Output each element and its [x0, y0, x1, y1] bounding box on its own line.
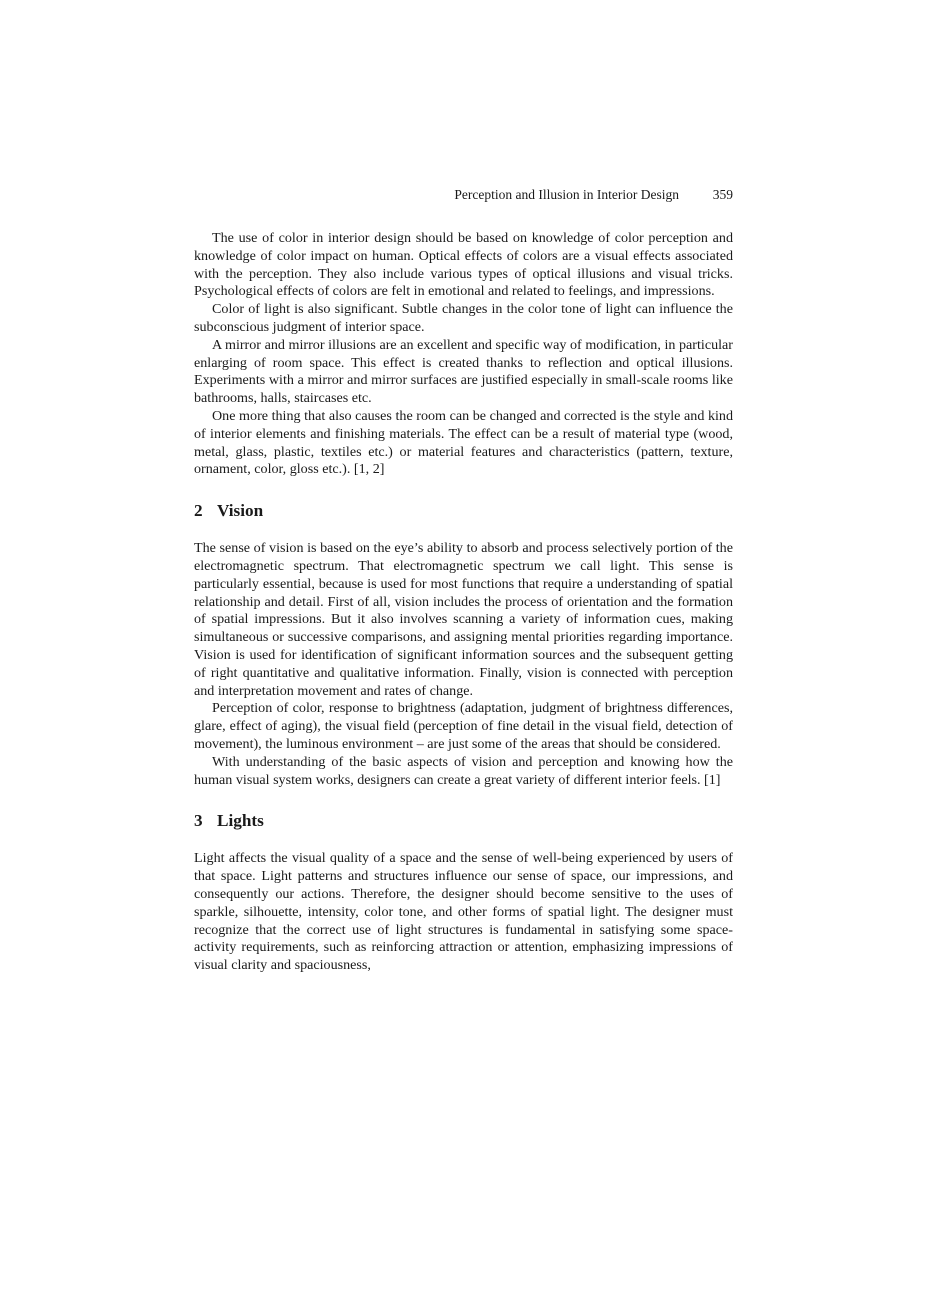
intro-paragraph: Color of light is also significant. Subtle changes in the color tone of light can influence the subconscious judgment of interior space.	[194, 301, 733, 335]
intro-paragraph: A mirror and mirror illusions are an excellent and specific way of modification, in particular enlarging of room space. This effect is created thanks to reflection and optical illusions. Experiments with a mirror and mirror surfaces are justified especially in small-scale rooms like bathrooms, halls, staircases etc.	[194, 336, 733, 407]
section-number: 2	[194, 501, 203, 521]
section-heading-lights	[194, 810, 733, 832]
section-title: Vision	[217, 501, 264, 521]
running-header	[194, 186, 733, 204]
section-title: Lights	[217, 811, 264, 831]
vision-paragraph: With understanding of the basic aspects of vision and perception and knowing how the human visual system works, designers can create a great variety of different interior feels. [1]	[194, 753, 733, 788]
running-title: Perception and Illusion in Interior Design	[454, 187, 679, 202]
lights-paragraph: Light affects the visual quality of a space and the sense of well-being experienced by users of that space. Light patterns and structures influence our sense of space, our impressions, and consequently our actions. Therefore, the designer should become sensitive to the uses of sparkle, silhouette, intensity, color tone, and other forms of spatial light. The designer must recognize that the correct use of light structures is fundamental in satisfying some space-activity requirements, such as reinforcing attraction or attention, emphasizing impressions of visual clarity and spaciousness,	[194, 850, 733, 974]
body-text	[194, 230, 733, 975]
section-number: 3	[194, 811, 203, 831]
vision-paragraph: The sense of vision is based on the eye’s ability to absorb and process selectively portion of the electromagnetic spectrum. That electromagnetic spectrum we call light. This sense is particularly essential, because is used for most functions that require a understanding of spatial relationship and detail. First of all, vision includes the process of orientation and the formation of spatial impressions. But it also involves scanning a variety of information cues, making simultaneous or successive comparisons, and assigning mental priorities regarding importance. Vision is used for identification of significant information sources and the subsequent getting of right quantitative and qualitative information. Finally, vision is connected with perception and interpretation movement and rates of change.	[194, 540, 733, 699]
intro-paragraph: One more thing that also causes the room can be changed and corrected is the style and kind of interior elements and finishing materials. The effect can be a result of material type (wood, metal, glass, plastic, textiles etc.) or material features and characteristics (pattern, texture, ornament, color, gloss etc.). [1, 2]	[194, 407, 733, 478]
page-number: 359	[712, 187, 733, 202]
vision-paragraph: Perception of color, response to brightness (adaptation, judgment of brightness differences, glare, effect of aging), the visual field (perception of fine detail in the visual field, detection of movement), the luminous environment – are just some of the areas that should be considered.	[194, 700, 733, 752]
section-heading-vision	[194, 500, 733, 522]
intro-paragraph: The use of color in interior design should be based on knowledge of color perception and knowledge of color impact on human. Optical effects of colors are a visual effects associated with the perception. They also include various types of optical illusions and visual tricks. Psychological effects of colors are felt in emotional and related to feelings, and impressions.	[194, 230, 733, 300]
